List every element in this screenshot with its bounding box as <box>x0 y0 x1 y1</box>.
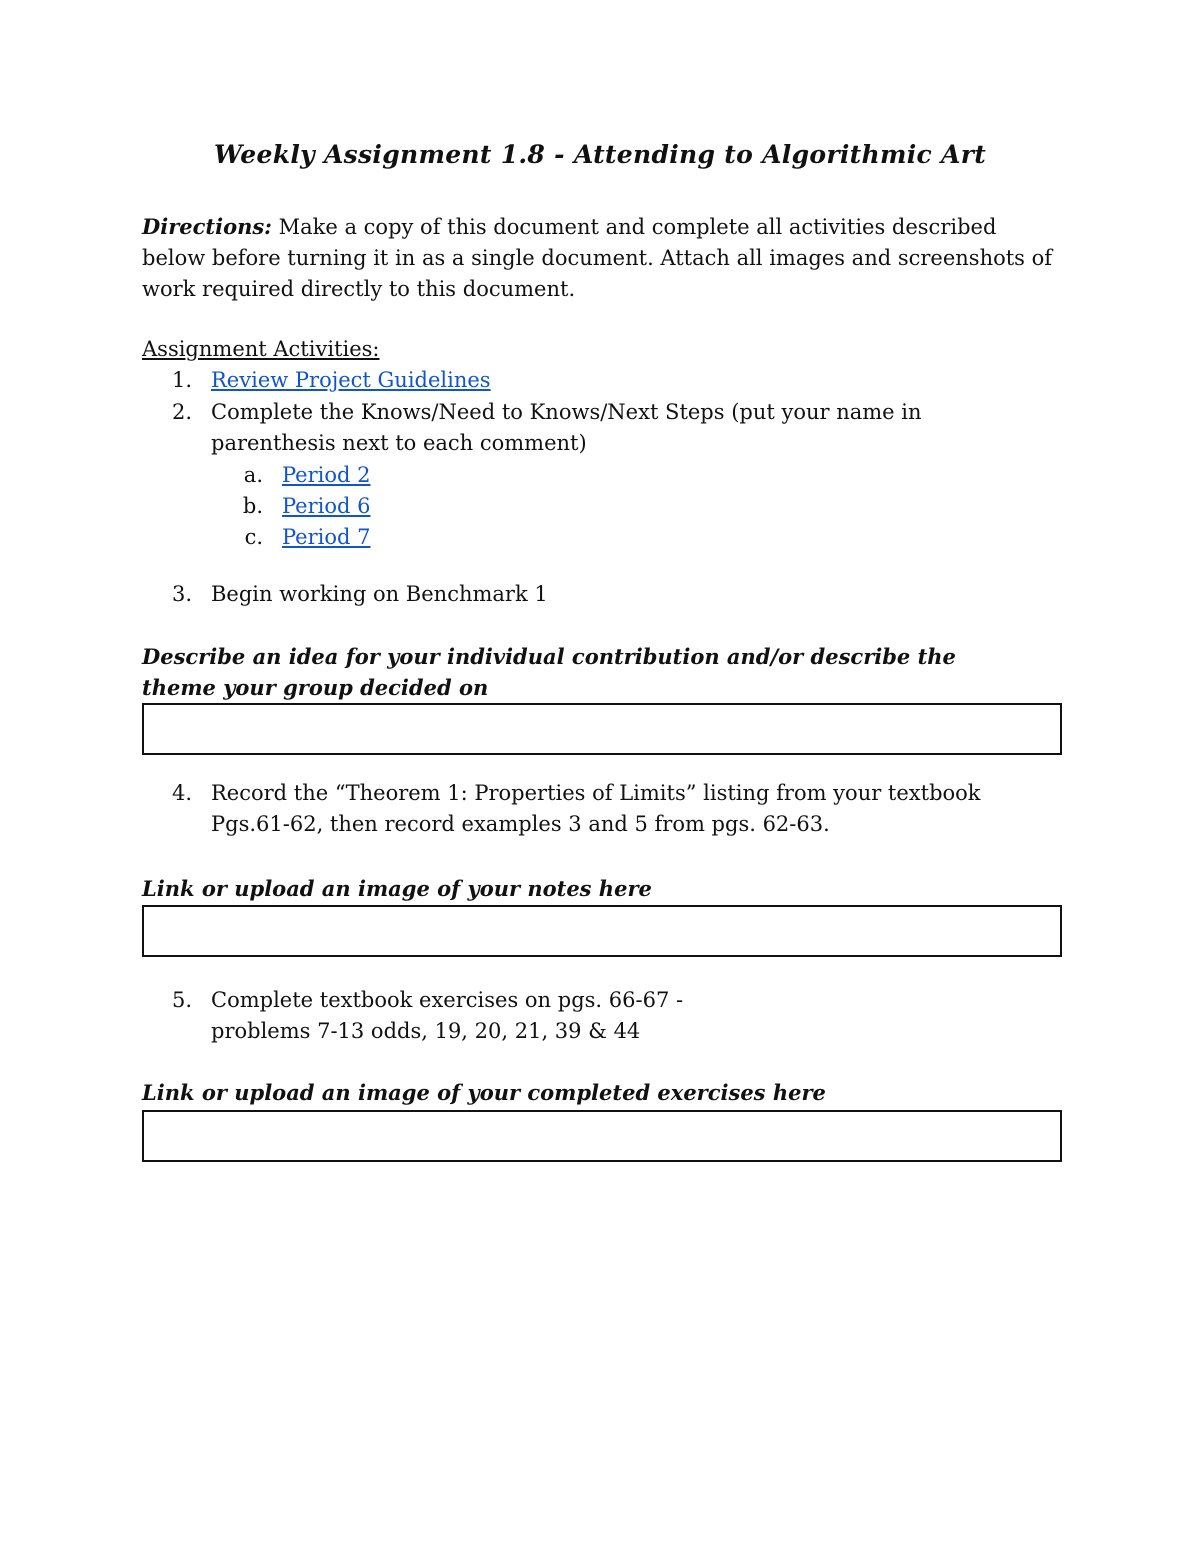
directions-text: Make a copy of this document and complete all activities described below before turning it in as a single document. Attach all images and screenshots of work required directly to this document. <box>142 215 1053 301</box>
list-item-number: 5. <box>171 988 192 1012</box>
contribution-prompt: Describe an idea for your individual contribution and/or describe the theme your group decided on <box>142 644 956 700</box>
period-7-link[interactable]: Period 7 <box>282 525 371 549</box>
sub-list-item-letter: c. <box>244 525 263 549</box>
activities-heading-text: Assignment Activities: <box>142 337 380 361</box>
activities-heading <box>142 334 1062 365</box>
sub-list-item-letter: a. <box>243 463 263 487</box>
notes-prompt: Link or upload an image of your notes here <box>142 876 652 901</box>
exercises-prompt: Link or upload an image of your completed exercises here <box>142 1080 826 1105</box>
contribution-answer-box[interactable] <box>142 703 1062 755</box>
directions-label: Directions: <box>142 214 272 239</box>
exercises-answer-box[interactable] <box>142 1110 1062 1162</box>
list-item-text: Record the “Theorem 1: Properties of Limits” listing from your textbook Pgs.61-62, then record examples 3 and 5 from pgs. 62-63. <box>211 781 981 836</box>
list-item-number: 4. <box>171 781 192 805</box>
document-title: Weekly Assignment 1.8 - Attending to Algorithmic Art <box>213 140 987 169</box>
review-project-guidelines-link[interactable]: Review Project Guidelines <box>211 368 491 392</box>
notes-answer-box[interactable] <box>142 905 1062 957</box>
directions-paragraph <box>142 211 1062 305</box>
list-item-text: Begin working on Benchmark 1 <box>211 582 548 606</box>
list-item-number: 3. <box>171 582 192 606</box>
period-6-link[interactable]: Period 6 <box>282 494 371 518</box>
list-item-number: 1. <box>171 368 192 392</box>
list-item-number: 2. <box>171 400 192 424</box>
sub-list-item-letter: b. <box>242 494 263 518</box>
list-item-text-line-1: Complete textbook exercises on pgs. 66-67 - <box>211 988 684 1012</box>
list-item-text-line-2: problems 7-13 odds, 19, 20, 21, 39 & 44 <box>211 1019 641 1043</box>
list-item-text: Complete the Knows/Need to Knows/Next Steps (put your name in parenthesis next to each comment) <box>211 400 922 455</box>
period-2-link[interactable]: Period 2 <box>282 463 371 487</box>
